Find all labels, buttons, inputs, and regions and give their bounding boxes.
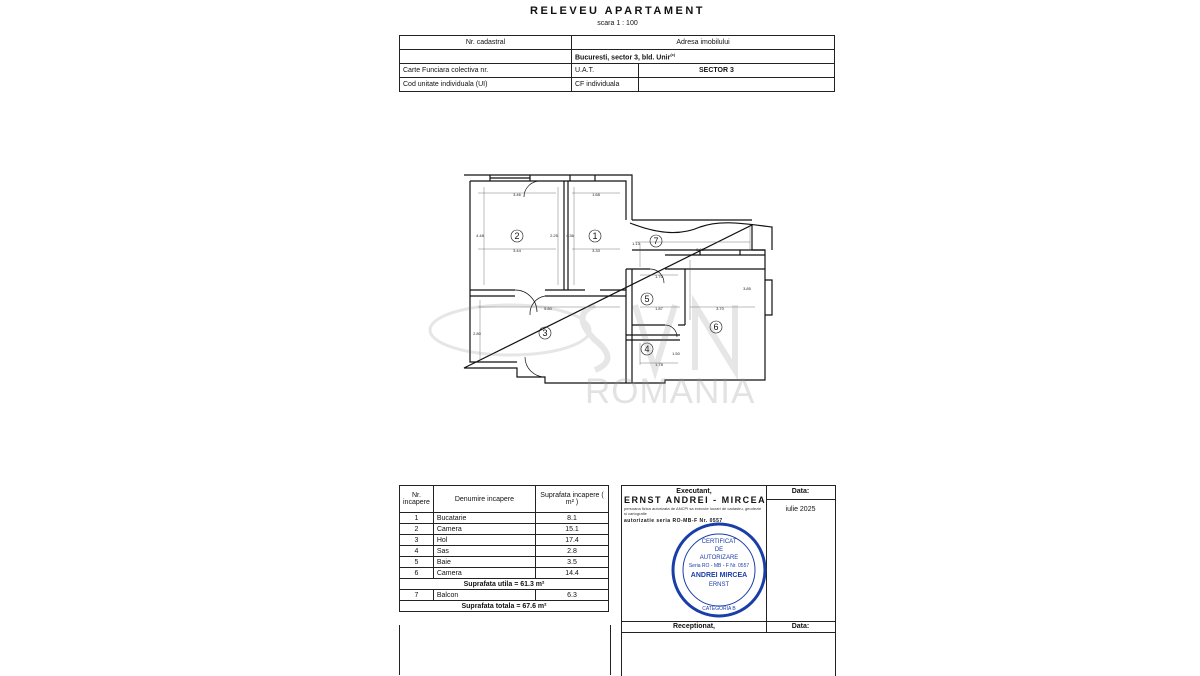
- col-header-nr: Nr. incapere: [400, 486, 434, 513]
- rooms-table-empty-area: [399, 625, 611, 675]
- dimension-label: 4.48: [476, 233, 484, 238]
- door-arc: [515, 290, 537, 312]
- receptionat-date-label: Data:: [791, 623, 810, 630]
- cod-unitate-label: Cod unitate individuala (UI): [400, 78, 572, 92]
- dimension-label: 3.33: [592, 248, 600, 253]
- adresa-value: Bucuresti, sector 3, bld. Unir$^{(c)}$: [572, 50, 835, 64]
- rooms-table: [399, 485, 609, 612]
- dimension-label: 3.46: [513, 192, 521, 197]
- window-6: [700, 250, 740, 255]
- date-label: Data:: [791, 488, 810, 495]
- room-number-3: 3: [542, 328, 548, 338]
- dimension-label: 1.87: [655, 306, 663, 311]
- cadastral-info-table: [399, 35, 835, 92]
- col-header-denumire: Denumire incapere: [433, 486, 535, 513]
- room-number-5: 5: [644, 294, 650, 304]
- col-header-suprafata: Suprafata incapere ( m² ): [536, 486, 609, 513]
- balcony-edge: [630, 223, 772, 250]
- dimension-label: 1.78: [655, 362, 663, 367]
- room-number-7: 7: [653, 236, 659, 246]
- adresa-label: Adresa imobilului: [572, 36, 835, 50]
- dimension-label: 2.25: [550, 233, 558, 238]
- room-number-4: 4: [644, 344, 650, 354]
- dimension-label: 5.80: [544, 306, 552, 311]
- watermark-text: ROMANIA: [585, 372, 756, 411]
- executant-description: persoana fizica autorizata de ANCPI sa execute lucrari de cadastru, geodezie si cartografie: [624, 506, 762, 516]
- suprafata-utila-row: Suprafata utila = 61.3 m²: [400, 579, 609, 590]
- room-number-6: 6: [713, 322, 719, 332]
- room-number-1: 1: [592, 231, 598, 241]
- wall-sas: [626, 335, 680, 340]
- dimension-label: 1.70: [655, 274, 663, 279]
- page-title: RELEVEU APARTAMENT: [530, 5, 705, 17]
- dimension-label: 3.85: [743, 286, 751, 291]
- table-row: 6 Camera 14.4: [400, 568, 609, 579]
- cf-individuala-label: CF individuala: [572, 78, 639, 92]
- dimension-label: 3.44: [513, 248, 521, 253]
- authorization-stamp: CERTIFICAT DE AUTORIZARE Seria RO - MB - F Nr. 0557 ANDREI MIRCEA ERNST CATEGORIA B: [667, 522, 771, 618]
- table-row: 2 Camera 15.1: [400, 524, 609, 535]
- window-top: [490, 175, 530, 181]
- dimension-label: 2.80: [473, 331, 481, 336]
- executant-autorizatie: autorizatie seria RO-MB-F Nr. 0557: [624, 518, 723, 524]
- dimension-label: 1.13: [632, 241, 640, 246]
- receptionat-label: Receptionat,: [672, 623, 715, 630]
- dimension-label: 9.00: [696, 247, 704, 252]
- table-row: 7 Balcon 6.3: [400, 590, 609, 601]
- nr-cadastral-label: Nr. cadastral: [400, 36, 572, 50]
- table-row: 3 Hol 17.4: [400, 535, 609, 546]
- table-row: 5 Baie 3.5: [400, 557, 609, 568]
- carte-funciara-label: Carte Funciara colectiva nr.: [400, 64, 572, 78]
- wall-6-top: [665, 255, 765, 269]
- suprafata-totala-row: Suprafata totala = 67.6 m²: [400, 601, 609, 612]
- dimension-label: 1.68: [592, 192, 600, 197]
- scale-label: scara 1 : 100: [597, 20, 638, 27]
- dimension-label: 3.70: [716, 306, 724, 311]
- room-number-2: 2: [514, 231, 520, 241]
- executant-box: [621, 485, 836, 676]
- table-row: 1 Bucatarie 8.1: [400, 513, 609, 524]
- floor-plan: [420, 165, 780, 385]
- date-value: iulie 2025: [785, 506, 816, 513]
- dimension-label: 1.50: [672, 351, 680, 356]
- uat-value: SECTOR 3: [639, 64, 835, 78]
- dimension-label: 4.36: [566, 233, 574, 238]
- outer-wall: [464, 175, 765, 383]
- table-row: 4 Sas 2.8: [400, 546, 609, 557]
- inner-wall: [470, 181, 626, 362]
- window-6-right: [765, 280, 772, 315]
- executant-title: Executant,: [676, 488, 712, 495]
- executant-name: ERNST ANDREI - MIRCEA: [624, 495, 767, 505]
- uat-label: U.A.T.: [572, 64, 639, 78]
